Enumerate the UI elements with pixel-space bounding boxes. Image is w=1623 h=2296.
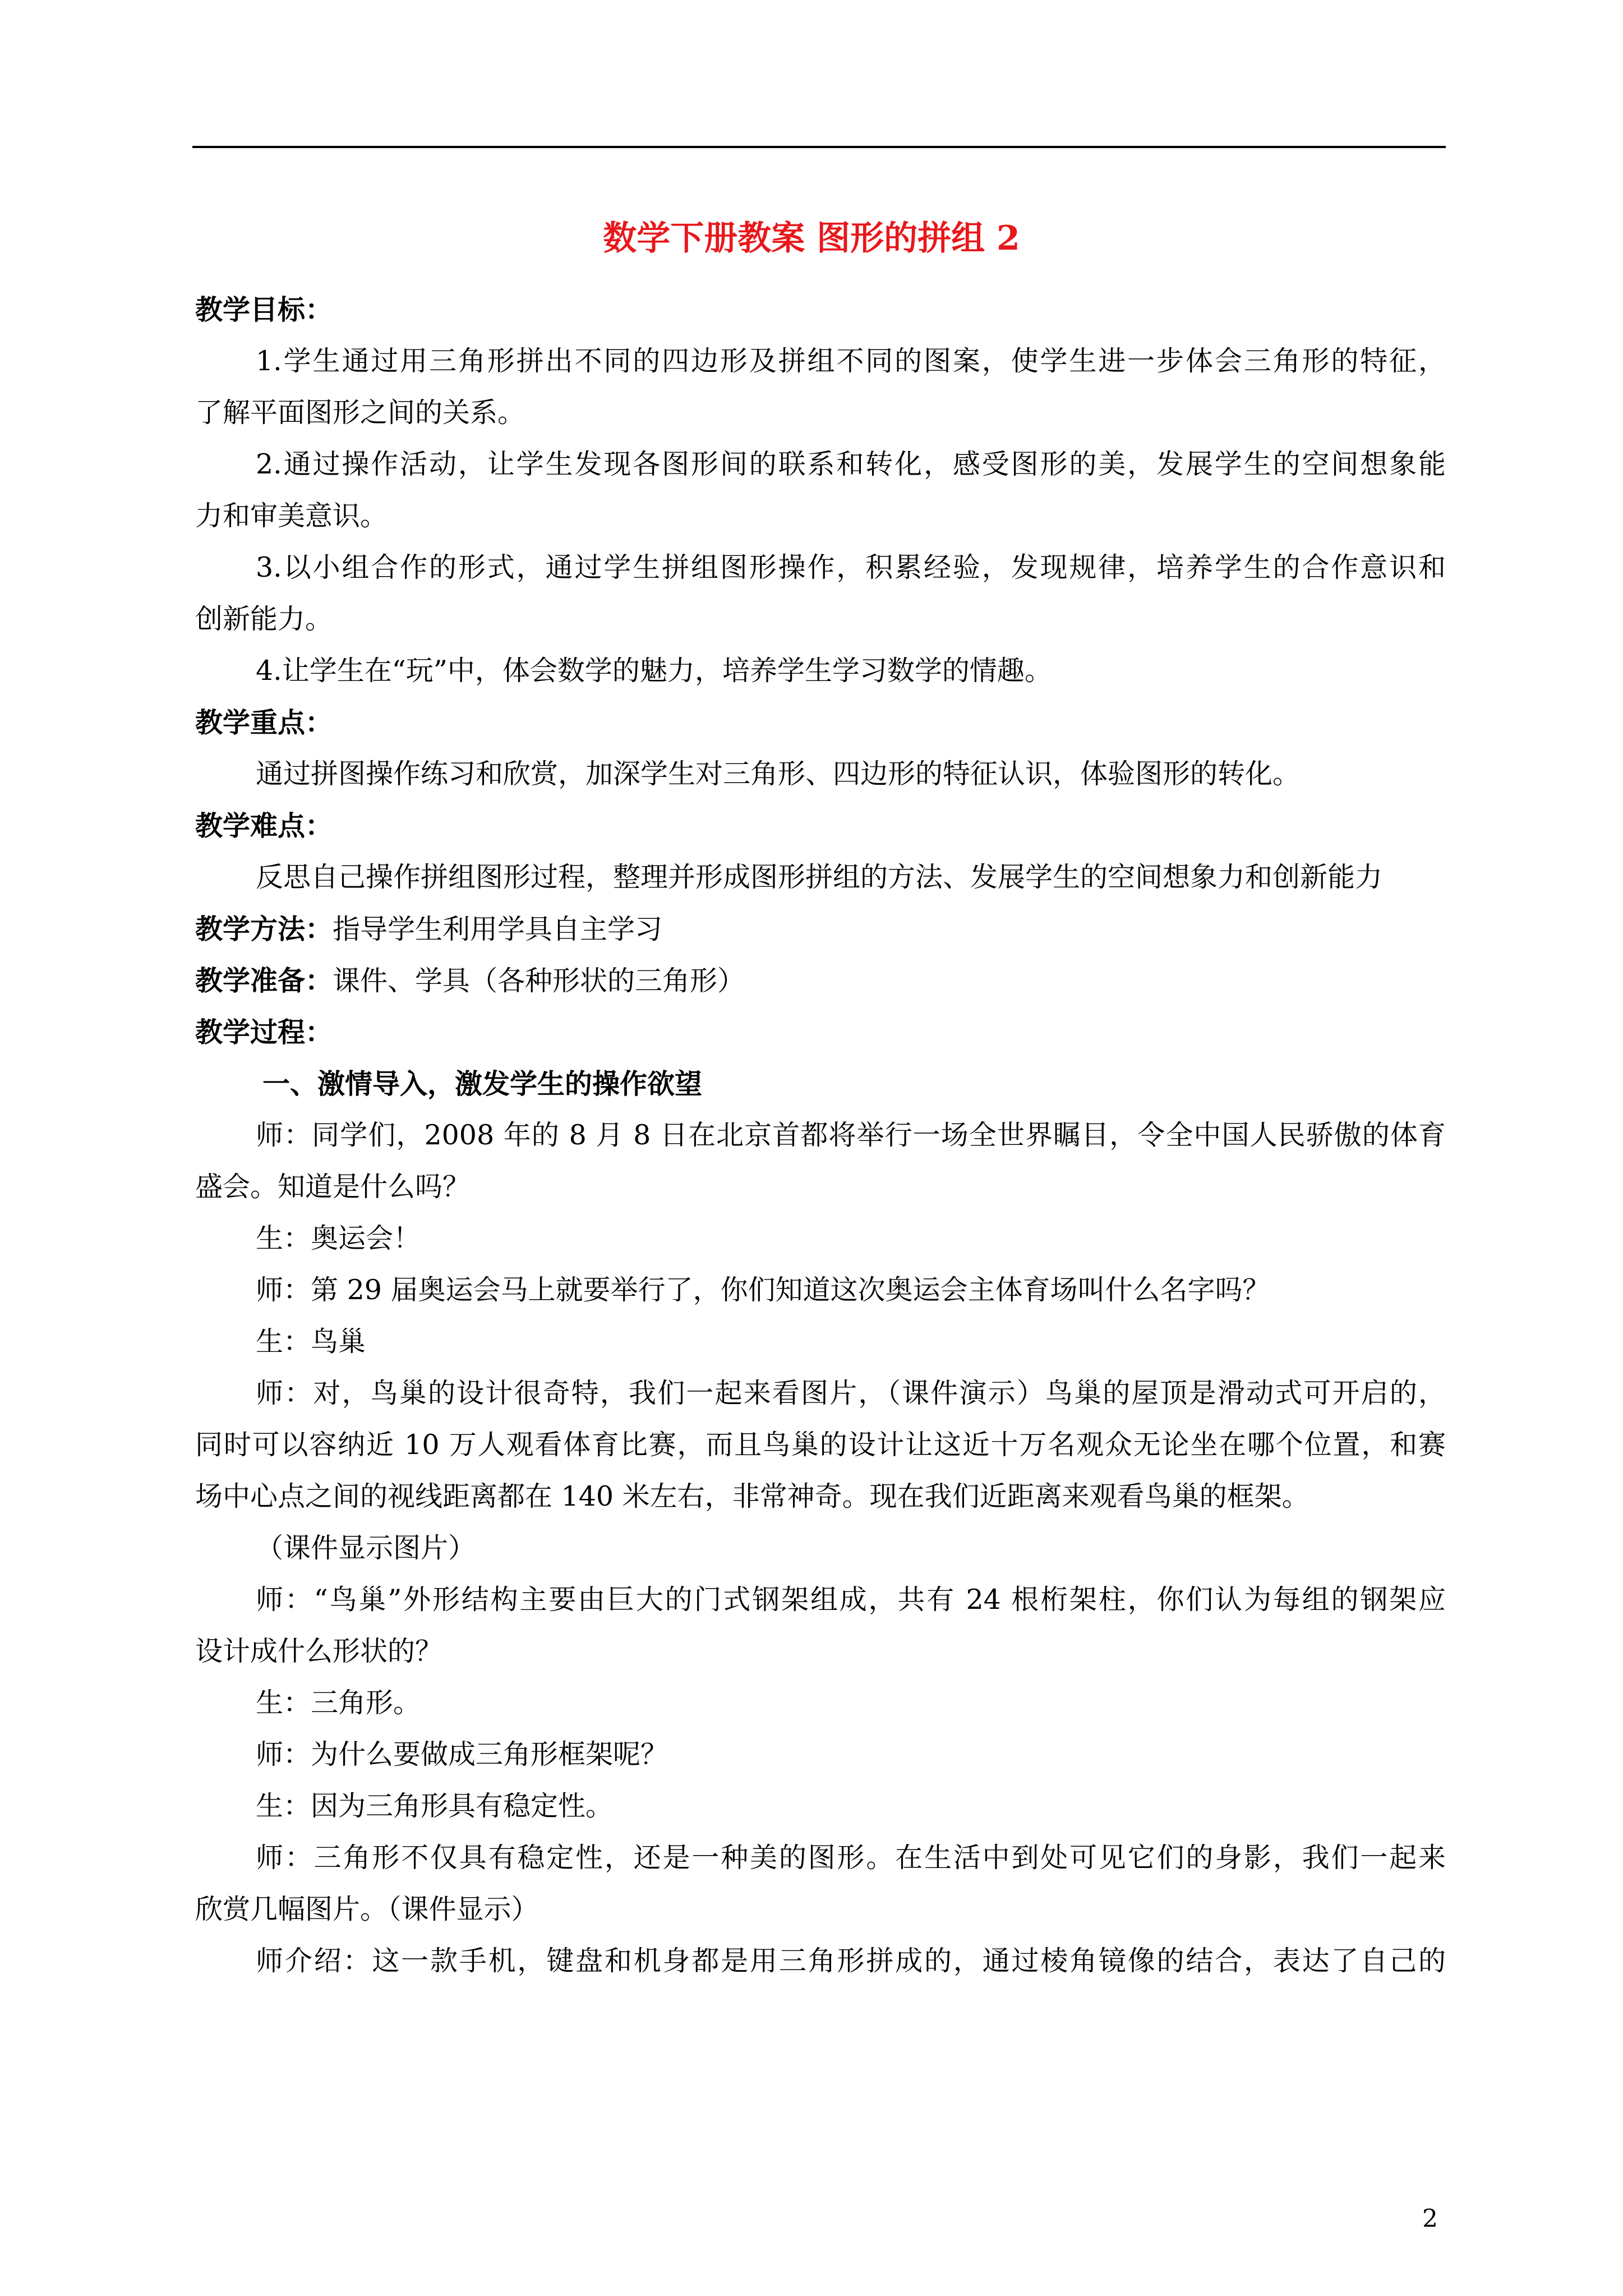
labeled-line [195,963,1446,1014]
paragraph-line: 同时可以容纳近 10 万人观看体育比赛，而且鸟巢的设计让这近十万名观众无论坐在哪个位置，和赛 [195,1429,1446,1461]
paragraph-line: 通过拼图操作练习和欣赏，加深学生对三角形、四边形的特征认识，体验图形的转化。 [256,758,1301,790]
paragraph-line: 师：“鸟巢”外形结构主要由巨大的门式钢架组成，共有 24 根桁架柱，你们认为每组的钢架应 [256,1584,1446,1616]
paragraph-line: 师：为什么要做成三角形框架呢？ [256,1738,668,1770]
paragraph-line: 师介绍：这一款手机，键盘和机身都是用三角形拼成的，通过棱角镜像的结合，表达了自己的 [256,1945,1446,1977]
paragraph-line: 盛会。知道是什么吗？ [195,1171,471,1203]
paragraph-line: 师：同学们，2008 年的 8 月 8 日在北京首都将举行一场全世界瞩目，令全中国人民骄傲的体育 [256,1119,1446,1151]
paragraph-line: 生：鸟巢 [256,1326,366,1358]
paragraph-line: 师：对，鸟巢的设计很奇特，我们一起来看图片，（课件演示）鸟巢的屋顶是滑动式可开启的， [256,1377,1446,1409]
paragraph-line: 生：因为三角形具有稳定性。 [256,1790,614,1822]
line-value: 指导学生利用学具自主学习 [333,913,663,945]
paragraph-line: 了解平面图形之间的关系。 [195,397,525,429]
paragraph-line: 师：三角形不仅具有稳定性，还是一种美的图形。在生活中到处可见它们的身影，我们一起来 [256,1842,1446,1874]
paragraph-line: 力和审美意识。 [195,500,388,532]
paragraph-line: 生：奥运会！ [256,1222,421,1254]
paragraph-line: 设计成什么形状的？ [195,1635,443,1667]
paragraph-line: 场中心点之间的视线距离都在 140 米左右，非常神奇。现在我们近距离来观看鸟巢的框架。 [195,1480,1310,1512]
paragraph-line: 师：第 29 届奥运会马上就要举行了，你们知道这次奥运会主体育场叫什么名字吗？ [256,1274,1270,1306]
labeled-line [195,911,1446,963]
paragraph-line: 生：三角形。 [256,1687,421,1719]
document-title: 数学下册教案 图形的拼组 2 [603,219,1020,258]
section-heading: 教学重点： [195,706,333,739]
header-rule [192,146,1446,148]
paragraph-line: （课件显示图片） [256,1532,476,1564]
paragraph-line: 欣赏几幅图片。（课件显示） [195,1893,539,1925]
process-step-heading: 一、激情导入，激发学生的操作欲望 [262,1068,703,1100]
document-body [195,292,1446,1995]
paragraph-line: 2.通过操作活动，让学生发现各图形间的联系和转化，感受图形的美，发展学生的空间想象能 [256,448,1446,480]
line-value: 课件、学具（各种形状的三角形） [333,965,745,997]
section-heading: 教学目标： [195,293,333,326]
paragraph-line: 3.以小组合作的形式，通过学生拼组图形操作，积累经验，发现规律，培养学生的合作意识和 [256,551,1446,583]
paragraph-line: 创新能力。 [195,603,333,635]
line-label: 教学方法： [195,913,333,945]
line-label: 教学准备： [195,964,333,997]
paragraph-line: 4.让学生在“玩”中，体会数学的魅力，培养学生学习数学的情趣。 [256,655,1052,687]
paragraph-line: 1.学生通过用三角形拼出不同的四边形及拼组不同的图案，使学生进一步体会三角形的特征， [256,345,1446,377]
paragraph-line: 反思自己操作拼组图形过程，整理并形成图形拼组的方法、发展学生的空间想象力和创新能力 [256,861,1383,893]
page-number: 2 [1422,2205,1438,2233]
section-heading: 教学难点： [195,809,333,842]
section-heading: 教学过程： [195,1016,333,1048]
